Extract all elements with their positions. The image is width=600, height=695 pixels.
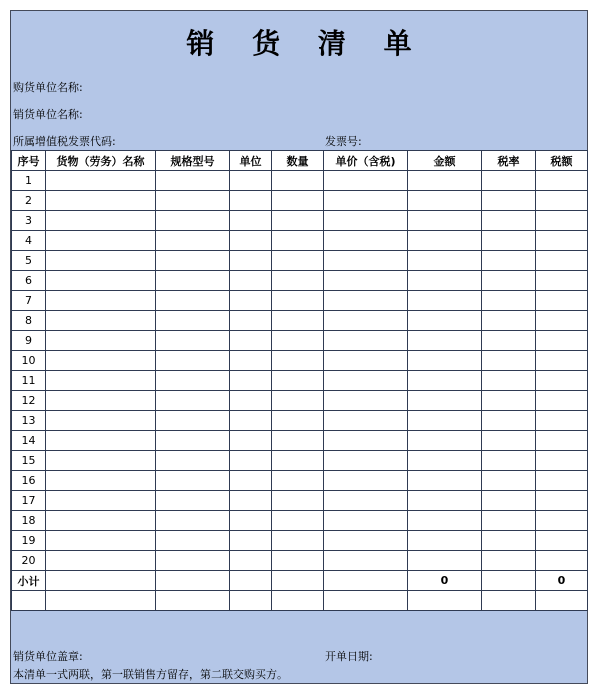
table-cell[interactable] <box>408 491 482 511</box>
table-cell[interactable] <box>408 211 482 231</box>
row-index: 16 <box>12 471 46 491</box>
table-cell[interactable] <box>324 191 408 211</box>
table-cell[interactable] <box>12 591 46 611</box>
row-index: 19 <box>12 531 46 551</box>
table-cell[interactable] <box>230 571 272 591</box>
table-cell[interactable] <box>156 371 230 391</box>
row-index: 4 <box>12 231 46 251</box>
table-cell[interactable] <box>230 291 272 311</box>
table-cell[interactable] <box>482 311 536 331</box>
table-cell[interactable] <box>536 331 588 351</box>
table-cell[interactable] <box>324 371 408 391</box>
table-cell[interactable] <box>324 491 408 511</box>
table-cell[interactable] <box>272 191 324 211</box>
table-cell[interactable] <box>272 431 324 451</box>
table-cell[interactable] <box>230 211 272 231</box>
buyer-row <box>11 73 587 100</box>
invoice-no-label: 发票号: <box>325 134 362 148</box>
buyer-label: 购货单位名称: <box>13 80 83 94</box>
table-cell[interactable] <box>482 411 536 431</box>
table-cell[interactable] <box>230 231 272 251</box>
table-cell[interactable] <box>46 371 156 391</box>
row-index: 14 <box>12 431 46 451</box>
table-cell[interactable] <box>482 551 536 571</box>
table-cell[interactable] <box>156 351 230 371</box>
tax-code-label: 所属增值税发票代码: <box>13 134 116 148</box>
table-cell[interactable] <box>536 351 588 371</box>
table-cell[interactable] <box>156 311 230 331</box>
table-cell[interactable] <box>46 411 156 431</box>
table-cell[interactable] <box>482 471 536 491</box>
table-cell[interactable] <box>536 411 588 431</box>
table-cell[interactable] <box>482 571 536 591</box>
table-cell[interactable] <box>408 551 482 571</box>
table-cell[interactable] <box>408 591 482 611</box>
seal-date-row <box>11 647 587 665</box>
table-cell[interactable] <box>324 331 408 351</box>
table-cell[interactable] <box>156 551 230 571</box>
table-cell[interactable] <box>230 351 272 371</box>
col-name-header: 货物（劳务）名称 <box>46 151 156 171</box>
table-cell[interactable] <box>408 331 482 351</box>
table-cell[interactable] <box>324 531 408 551</box>
table-cell[interactable] <box>156 231 230 251</box>
col-price-header: 单价（含税) <box>324 151 408 171</box>
subtotal-label: 小计 <box>12 571 46 591</box>
table-cell[interactable] <box>536 231 588 251</box>
date-label: 开单日期: <box>325 650 373 663</box>
table-row <box>12 431 588 451</box>
table-cell[interactable] <box>156 471 230 491</box>
table-cell[interactable] <box>324 271 408 291</box>
row-index: 11 <box>12 371 46 391</box>
row-index: 15 <box>12 451 46 471</box>
table-row <box>12 491 588 511</box>
table-cell[interactable] <box>482 531 536 551</box>
table-cell[interactable] <box>156 171 230 191</box>
table-cell[interactable] <box>536 311 588 331</box>
subtotal-amount: 0 <box>408 571 482 591</box>
row-index: 10 <box>12 351 46 371</box>
table-cell[interactable] <box>156 211 230 231</box>
table-cell[interactable] <box>272 231 324 251</box>
table-cell[interactable] <box>536 511 588 531</box>
col-index-header: 序号 <box>12 151 46 171</box>
sales-list-sheet <box>10 10 588 684</box>
row-index: 18 <box>12 511 46 531</box>
table-cell[interactable] <box>46 171 156 191</box>
table-cell[interactable] <box>482 291 536 311</box>
table-cell[interactable] <box>408 191 482 211</box>
table-cell[interactable] <box>272 511 324 531</box>
table-cell[interactable] <box>46 431 156 451</box>
goods-table <box>11 150 588 611</box>
table-cell[interactable] <box>230 551 272 571</box>
table-cell[interactable] <box>156 571 230 591</box>
table-cell[interactable] <box>408 511 482 531</box>
table-cell[interactable] <box>46 351 156 371</box>
row-index: 1 <box>12 171 46 191</box>
row-index: 7 <box>12 291 46 311</box>
table-cell[interactable] <box>272 351 324 371</box>
table-cell[interactable] <box>156 251 230 271</box>
table-cell[interactable] <box>46 331 156 351</box>
table-cell[interactable] <box>482 351 536 371</box>
table-cell[interactable] <box>482 231 536 251</box>
table-cell[interactable] <box>482 171 536 191</box>
table-row <box>12 251 588 271</box>
table-cell[interactable] <box>272 491 324 511</box>
table-cell[interactable] <box>46 511 156 531</box>
seal-label: 销货单位盖章: <box>13 650 83 663</box>
table-cell[interactable] <box>46 211 156 231</box>
table-header-row <box>12 151 588 171</box>
table-cell[interactable] <box>272 391 324 411</box>
row-index: 20 <box>12 551 46 571</box>
table-cell[interactable] <box>230 511 272 531</box>
row-index: 13 <box>12 411 46 431</box>
table-cell[interactable] <box>408 391 482 411</box>
row-index: 17 <box>12 491 46 511</box>
table-cell[interactable] <box>482 191 536 211</box>
table-cell[interactable] <box>408 351 482 371</box>
table-cell[interactable] <box>324 231 408 251</box>
row-index: 6 <box>12 271 46 291</box>
table-cell[interactable] <box>230 371 272 391</box>
table-cell[interactable] <box>536 171 588 191</box>
table-cell[interactable] <box>46 531 156 551</box>
table-row <box>12 331 588 351</box>
table-cell[interactable] <box>230 431 272 451</box>
table-cell[interactable] <box>482 431 536 451</box>
table-cell[interactable] <box>324 471 408 491</box>
table-cell[interactable] <box>272 371 324 391</box>
table-cell[interactable] <box>536 211 588 231</box>
table-cell[interactable] <box>46 571 156 591</box>
table-row <box>12 291 588 311</box>
table-cell[interactable] <box>272 591 324 611</box>
table-row <box>12 271 588 291</box>
table-cell[interactable] <box>272 311 324 331</box>
table-cell[interactable] <box>482 271 536 291</box>
col-tax-header: 税额 <box>536 151 588 171</box>
table-cell[interactable] <box>272 551 324 571</box>
table-cell[interactable] <box>408 311 482 331</box>
table-cell[interactable] <box>408 371 482 391</box>
table-cell[interactable] <box>272 411 324 431</box>
table-cell[interactable] <box>482 511 536 531</box>
table-cell[interactable] <box>408 431 482 451</box>
table-cell[interactable] <box>46 271 156 291</box>
table-cell[interactable] <box>324 511 408 531</box>
table-cell[interactable] <box>324 551 408 571</box>
sheet-title: 销 货 清 单 <box>186 27 426 60</box>
row-index: 9 <box>12 331 46 351</box>
table-cell[interactable] <box>46 471 156 491</box>
table-cell[interactable] <box>46 591 156 611</box>
table-cell[interactable] <box>536 391 588 411</box>
table-cell[interactable] <box>230 191 272 211</box>
subtotal-tax: 0 <box>536 571 588 591</box>
table-cell[interactable] <box>156 431 230 451</box>
table-cell[interactable] <box>46 451 156 471</box>
table-row <box>12 371 588 391</box>
table-cell[interactable] <box>230 471 272 491</box>
table-cell[interactable] <box>482 331 536 351</box>
table-cell[interactable] <box>272 211 324 231</box>
row-index: 5 <box>12 251 46 271</box>
table-cell[interactable] <box>408 291 482 311</box>
table-cell[interactable] <box>230 271 272 291</box>
table-cell[interactable] <box>324 251 408 271</box>
table-cell[interactable] <box>408 531 482 551</box>
table-cell[interactable] <box>482 451 536 471</box>
table-cell[interactable] <box>324 571 408 591</box>
table-cell[interactable] <box>46 251 156 271</box>
table-cell[interactable] <box>408 171 482 191</box>
table-cell[interactable] <box>272 171 324 191</box>
table-cell[interactable] <box>324 391 408 411</box>
table-cell[interactable] <box>408 271 482 291</box>
table-cell[interactable] <box>156 591 230 611</box>
table-cell[interactable] <box>324 351 408 371</box>
col-spec-header: 规格型号 <box>156 151 230 171</box>
table-cell[interactable] <box>536 491 588 511</box>
table-cell[interactable] <box>46 311 156 331</box>
table-row <box>12 471 588 491</box>
table-cell[interactable] <box>230 251 272 271</box>
table-cell[interactable] <box>536 371 588 391</box>
table-cell[interactable] <box>46 191 156 211</box>
table-cell[interactable] <box>46 491 156 511</box>
table-cell[interactable] <box>156 291 230 311</box>
table-cell[interactable] <box>482 591 536 611</box>
table-cell[interactable] <box>46 231 156 251</box>
table-row <box>12 171 588 191</box>
col-qty-header: 数量 <box>272 151 324 171</box>
table-row <box>12 311 588 331</box>
table-cell[interactable] <box>156 391 230 411</box>
table-row <box>12 531 588 551</box>
table-cell[interactable] <box>324 211 408 231</box>
table-cell[interactable] <box>408 251 482 271</box>
table-cell[interactable] <box>482 491 536 511</box>
table-row <box>12 231 588 251</box>
col-amount-header: 金额 <box>408 151 482 171</box>
table-cell[interactable] <box>536 191 588 211</box>
sheet-footer <box>11 647 587 683</box>
table-row <box>12 351 588 371</box>
table-cell[interactable] <box>156 411 230 431</box>
table-cell[interactable] <box>156 511 230 531</box>
table-cell[interactable] <box>272 571 324 591</box>
table-cell[interactable] <box>230 311 272 331</box>
table-row <box>12 191 588 211</box>
table-cell[interactable] <box>536 431 588 451</box>
table-cell[interactable] <box>230 411 272 431</box>
table-row <box>12 211 588 231</box>
table-cell[interactable] <box>324 431 408 451</box>
table-cell[interactable] <box>46 391 156 411</box>
table-cell[interactable] <box>230 391 272 411</box>
table-cell[interactable] <box>536 531 588 551</box>
table-cell[interactable] <box>536 471 588 491</box>
table-cell[interactable] <box>272 451 324 471</box>
table-cell[interactable] <box>324 451 408 471</box>
subtotal-row <box>12 571 588 591</box>
note-row <box>11 665 587 683</box>
table-cell[interactable] <box>230 331 272 351</box>
table-cell[interactable] <box>408 411 482 431</box>
table-cell[interactable] <box>156 451 230 471</box>
table-cell[interactable] <box>482 371 536 391</box>
table-cell[interactable] <box>230 531 272 551</box>
table-cell[interactable] <box>408 451 482 471</box>
table-cell[interactable] <box>324 171 408 191</box>
table-cell[interactable] <box>272 471 324 491</box>
seller-label: 销货单位名称: <box>13 107 83 121</box>
table-cell[interactable] <box>324 411 408 431</box>
table-row <box>12 391 588 411</box>
table-cell[interactable] <box>536 251 588 271</box>
table-cell[interactable] <box>324 591 408 611</box>
table-row <box>12 511 588 531</box>
table-cell[interactable] <box>272 291 324 311</box>
table-cell[interactable] <box>230 491 272 511</box>
row-index: 12 <box>12 391 46 411</box>
row-index: 8 <box>12 311 46 331</box>
table-cell[interactable] <box>156 531 230 551</box>
table-cell[interactable] <box>536 451 588 471</box>
table-cell[interactable] <box>230 451 272 471</box>
table-cell[interactable] <box>536 291 588 311</box>
table-cell[interactable] <box>324 311 408 331</box>
table-cell[interactable] <box>408 471 482 491</box>
table-cell[interactable] <box>272 251 324 271</box>
table-cell[interactable] <box>482 211 536 231</box>
table-cell[interactable] <box>156 491 230 511</box>
table-cell[interactable] <box>156 331 230 351</box>
row-index: 3 <box>12 211 46 231</box>
table-cell[interactable] <box>230 171 272 191</box>
table-cell[interactable] <box>272 331 324 351</box>
blank-row <box>12 591 588 611</box>
table-cell[interactable] <box>482 391 536 411</box>
copy-note: 本清单一式两联，第一联销售方留存，第二联交购买方。 <box>13 668 288 681</box>
row-index: 2 <box>12 191 46 211</box>
table-row <box>12 411 588 431</box>
seller-row <box>11 100 587 127</box>
table-cell[interactable] <box>46 291 156 311</box>
table-cell[interactable] <box>272 531 324 551</box>
table-cell[interactable] <box>536 271 588 291</box>
table-row <box>12 551 588 571</box>
table-cell[interactable] <box>408 231 482 251</box>
col-unit-header: 单位 <box>230 151 272 171</box>
table-cell[interactable] <box>156 271 230 291</box>
table-cell[interactable] <box>272 271 324 291</box>
col-taxrate-header: 税率 <box>482 151 536 171</box>
table-cell[interactable] <box>46 551 156 571</box>
table-cell[interactable] <box>482 251 536 271</box>
table-cell[interactable] <box>536 551 588 571</box>
table-row <box>12 451 588 471</box>
table-cell[interactable] <box>536 591 588 611</box>
table-cell[interactable] <box>230 591 272 611</box>
table-cell[interactable] <box>156 191 230 211</box>
table-cell[interactable] <box>324 291 408 311</box>
